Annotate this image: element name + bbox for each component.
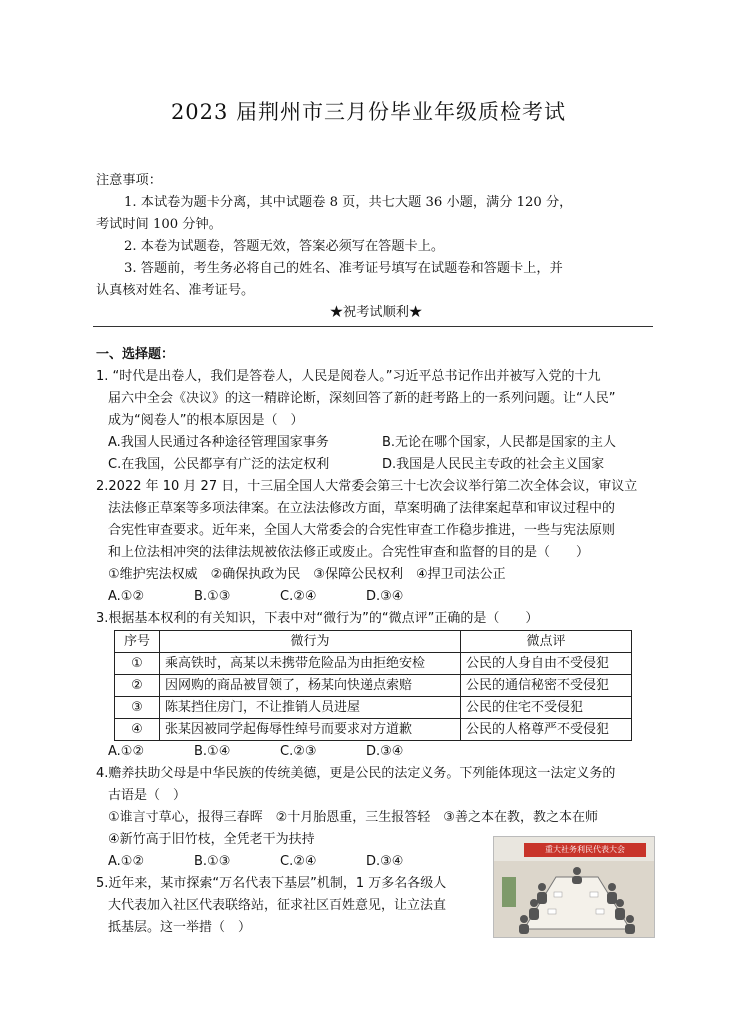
q5-stem-line2: 大代表加入社区代表联络站，征求社区百姓意见，让立法直 bbox=[108, 898, 447, 913]
exam-title: 2023 届荆州市三月份毕业年级质检考试 bbox=[170, 100, 567, 124]
notice-item-1: 1. 本试卷为题卡分离，其中试题卷 8 页，共七大题 36 小题，满分 120 分， bbox=[124, 195, 573, 210]
q3-stem: 3.根据基本权利的有关知识，下表中对“微行为”的“微点评”正确的是（ ） bbox=[96, 611, 539, 626]
q4-stem-line2: 古语是（ ） bbox=[108, 788, 187, 803]
q3-option-b: B.①④ bbox=[194, 744, 231, 759]
q2-option-c: C.②④ bbox=[280, 589, 317, 604]
q5-stem-line1: 5.近年来，某市探索“万名代表下基层”机制，1 万多名各级人 bbox=[96, 876, 447, 891]
divider-line bbox=[93, 326, 653, 327]
table-cell: 张某因被同学起侮辱性绰号而要求对方道歉 bbox=[160, 719, 461, 741]
table-cell: ② bbox=[115, 675, 160, 697]
q4-choices-1: ①谁言寸草心，报得三春晖 ②十月胎恩重，三生报答轻 ③善之本在教，教之本在师 bbox=[108, 810, 598, 825]
q2-stem-line1: 2.2022 年 10 月 27 日，十三届全国人大常委会第三十七次会议举行第二次全体会议，审议立 bbox=[96, 479, 638, 494]
table-row bbox=[115, 653, 632, 675]
table-cell: ④ bbox=[115, 719, 160, 741]
table-cell: 因网购的商品被冒领了，杨某向快递点索赔 bbox=[160, 675, 461, 697]
q1-stem-line3: 成为“阅卷人”的根本原因是（ ） bbox=[108, 413, 304, 428]
notice-heading: 注意事项： bbox=[96, 173, 162, 188]
q2-options bbox=[96, 586, 656, 608]
q4-choices-2: ④新竹高于旧竹枝，全凭老干为扶持 bbox=[108, 832, 315, 847]
q1-stem-line2: 届六中全会《决议》的这一精辟论断，深刻回答了新的赶考路上的一系列问题。让“人民” bbox=[108, 391, 616, 406]
q4-option-d: D.③④ bbox=[366, 854, 404, 869]
notice-item-1-cont: 考试时间 100 分钟。 bbox=[96, 217, 222, 232]
notice-block bbox=[96, 170, 656, 324]
notice-item-3-cont: 认真核对姓名、准考证号。 bbox=[96, 283, 255, 298]
table-cell: 陈某挡住房门，不让推销人员进屋 bbox=[160, 697, 461, 719]
table-cell: 公民的通信秘密不受侵犯 bbox=[461, 675, 632, 697]
table-cell: ③ bbox=[115, 697, 160, 719]
q2-option-b: B.①③ bbox=[194, 589, 231, 604]
table-row bbox=[115, 697, 632, 719]
q4-option-b: B.①③ bbox=[194, 854, 231, 869]
table-row bbox=[115, 675, 632, 697]
table-cell: 公民的人身自由不受侵犯 bbox=[461, 653, 632, 675]
q2-option-d: D.③④ bbox=[366, 589, 404, 604]
q3-option-d: D.③④ bbox=[366, 744, 404, 759]
q2-choices: ①维护宪法权威 ②确保执政为民 ③保障公民权利 ④捍卫司法公正 bbox=[108, 567, 506, 582]
q4-option-c: C.②④ bbox=[280, 854, 317, 869]
q1-option-d: D.我国是人民民主专政的社会主义国家 bbox=[382, 457, 605, 472]
table-cell: 公民的住宅不受侵犯 bbox=[461, 697, 632, 719]
q5-stem-line3: 抵基层。这一举措（ ） bbox=[108, 920, 252, 935]
q2-stem-line3: 合宪性审查要求。近年来，全国人大常委会的合宪性审查工作稳步推进，一些与宪法原则 bbox=[108, 523, 616, 538]
q1-option-c: C.在我国，公民都享有广泛的法定权利 bbox=[108, 457, 330, 472]
meeting-banner: 重大社务利民代表大会 bbox=[524, 843, 646, 857]
notice-item-2: 2. 本卷为试题卷，答题无效，答案必须写在答题卡上。 bbox=[124, 239, 445, 254]
table-cell: 乘高铁时，高某以未携带危险品为由拒绝安检 bbox=[160, 653, 461, 675]
notice-item-3: 3. 答题前，考生务必将自己的姓名、准考证号填写在试题卷和答题卡上，并 bbox=[124, 261, 563, 276]
q2-option-a: A.①② bbox=[108, 589, 145, 604]
q4-option-a: A.①② bbox=[108, 854, 145, 869]
meeting-illustration bbox=[493, 836, 655, 938]
q4-stem-line1: 4.赡养扶助父母是中华民族的传统美德，更是公民的法定义务。下列能体现这一法定义务的 bbox=[96, 766, 616, 781]
q2-stem-line4: 和上位法相冲突的法律法规被依法修正或废止。合宪性审查和监督的目的是（ ） bbox=[108, 545, 590, 560]
q3-option-c: C.②③ bbox=[280, 744, 317, 759]
q3-table bbox=[114, 630, 632, 741]
q3-options bbox=[96, 741, 656, 763]
section-heading: 一、选择题： bbox=[96, 347, 175, 362]
q1-option-b: B.无论在哪个国家，人民都是国家的主人 bbox=[382, 435, 617, 450]
q2-stem-line2: 法法修正草案等多项法律案。在立法法修改方面，草案明确了法律案起草和审议过程中的 bbox=[108, 501, 616, 516]
q3-option-a: A.①② bbox=[108, 744, 145, 759]
table-header-cell: 微行为 bbox=[160, 631, 461, 653]
table-cell: ① bbox=[115, 653, 160, 675]
table-header-row bbox=[115, 631, 632, 653]
table-header-cell: 微点评 bbox=[461, 631, 632, 653]
q1-option-a: A.我国人民通过各种途径管理国家事务 bbox=[108, 435, 329, 450]
q1-options-cd bbox=[96, 454, 656, 476]
q1-stem-line1: 1. “时代是出卷人，我们是答卷人，人民是阅卷人。”习近平总书记作出并被写入党的十九 bbox=[96, 369, 601, 384]
good-luck-line: ★祝考试顺利★ bbox=[329, 305, 423, 320]
q1-options-ab bbox=[96, 432, 656, 454]
table-header-cell: 序号 bbox=[115, 631, 160, 653]
table-cell: 公民的人格尊严不受侵犯 bbox=[461, 719, 632, 741]
table-row bbox=[115, 719, 632, 741]
